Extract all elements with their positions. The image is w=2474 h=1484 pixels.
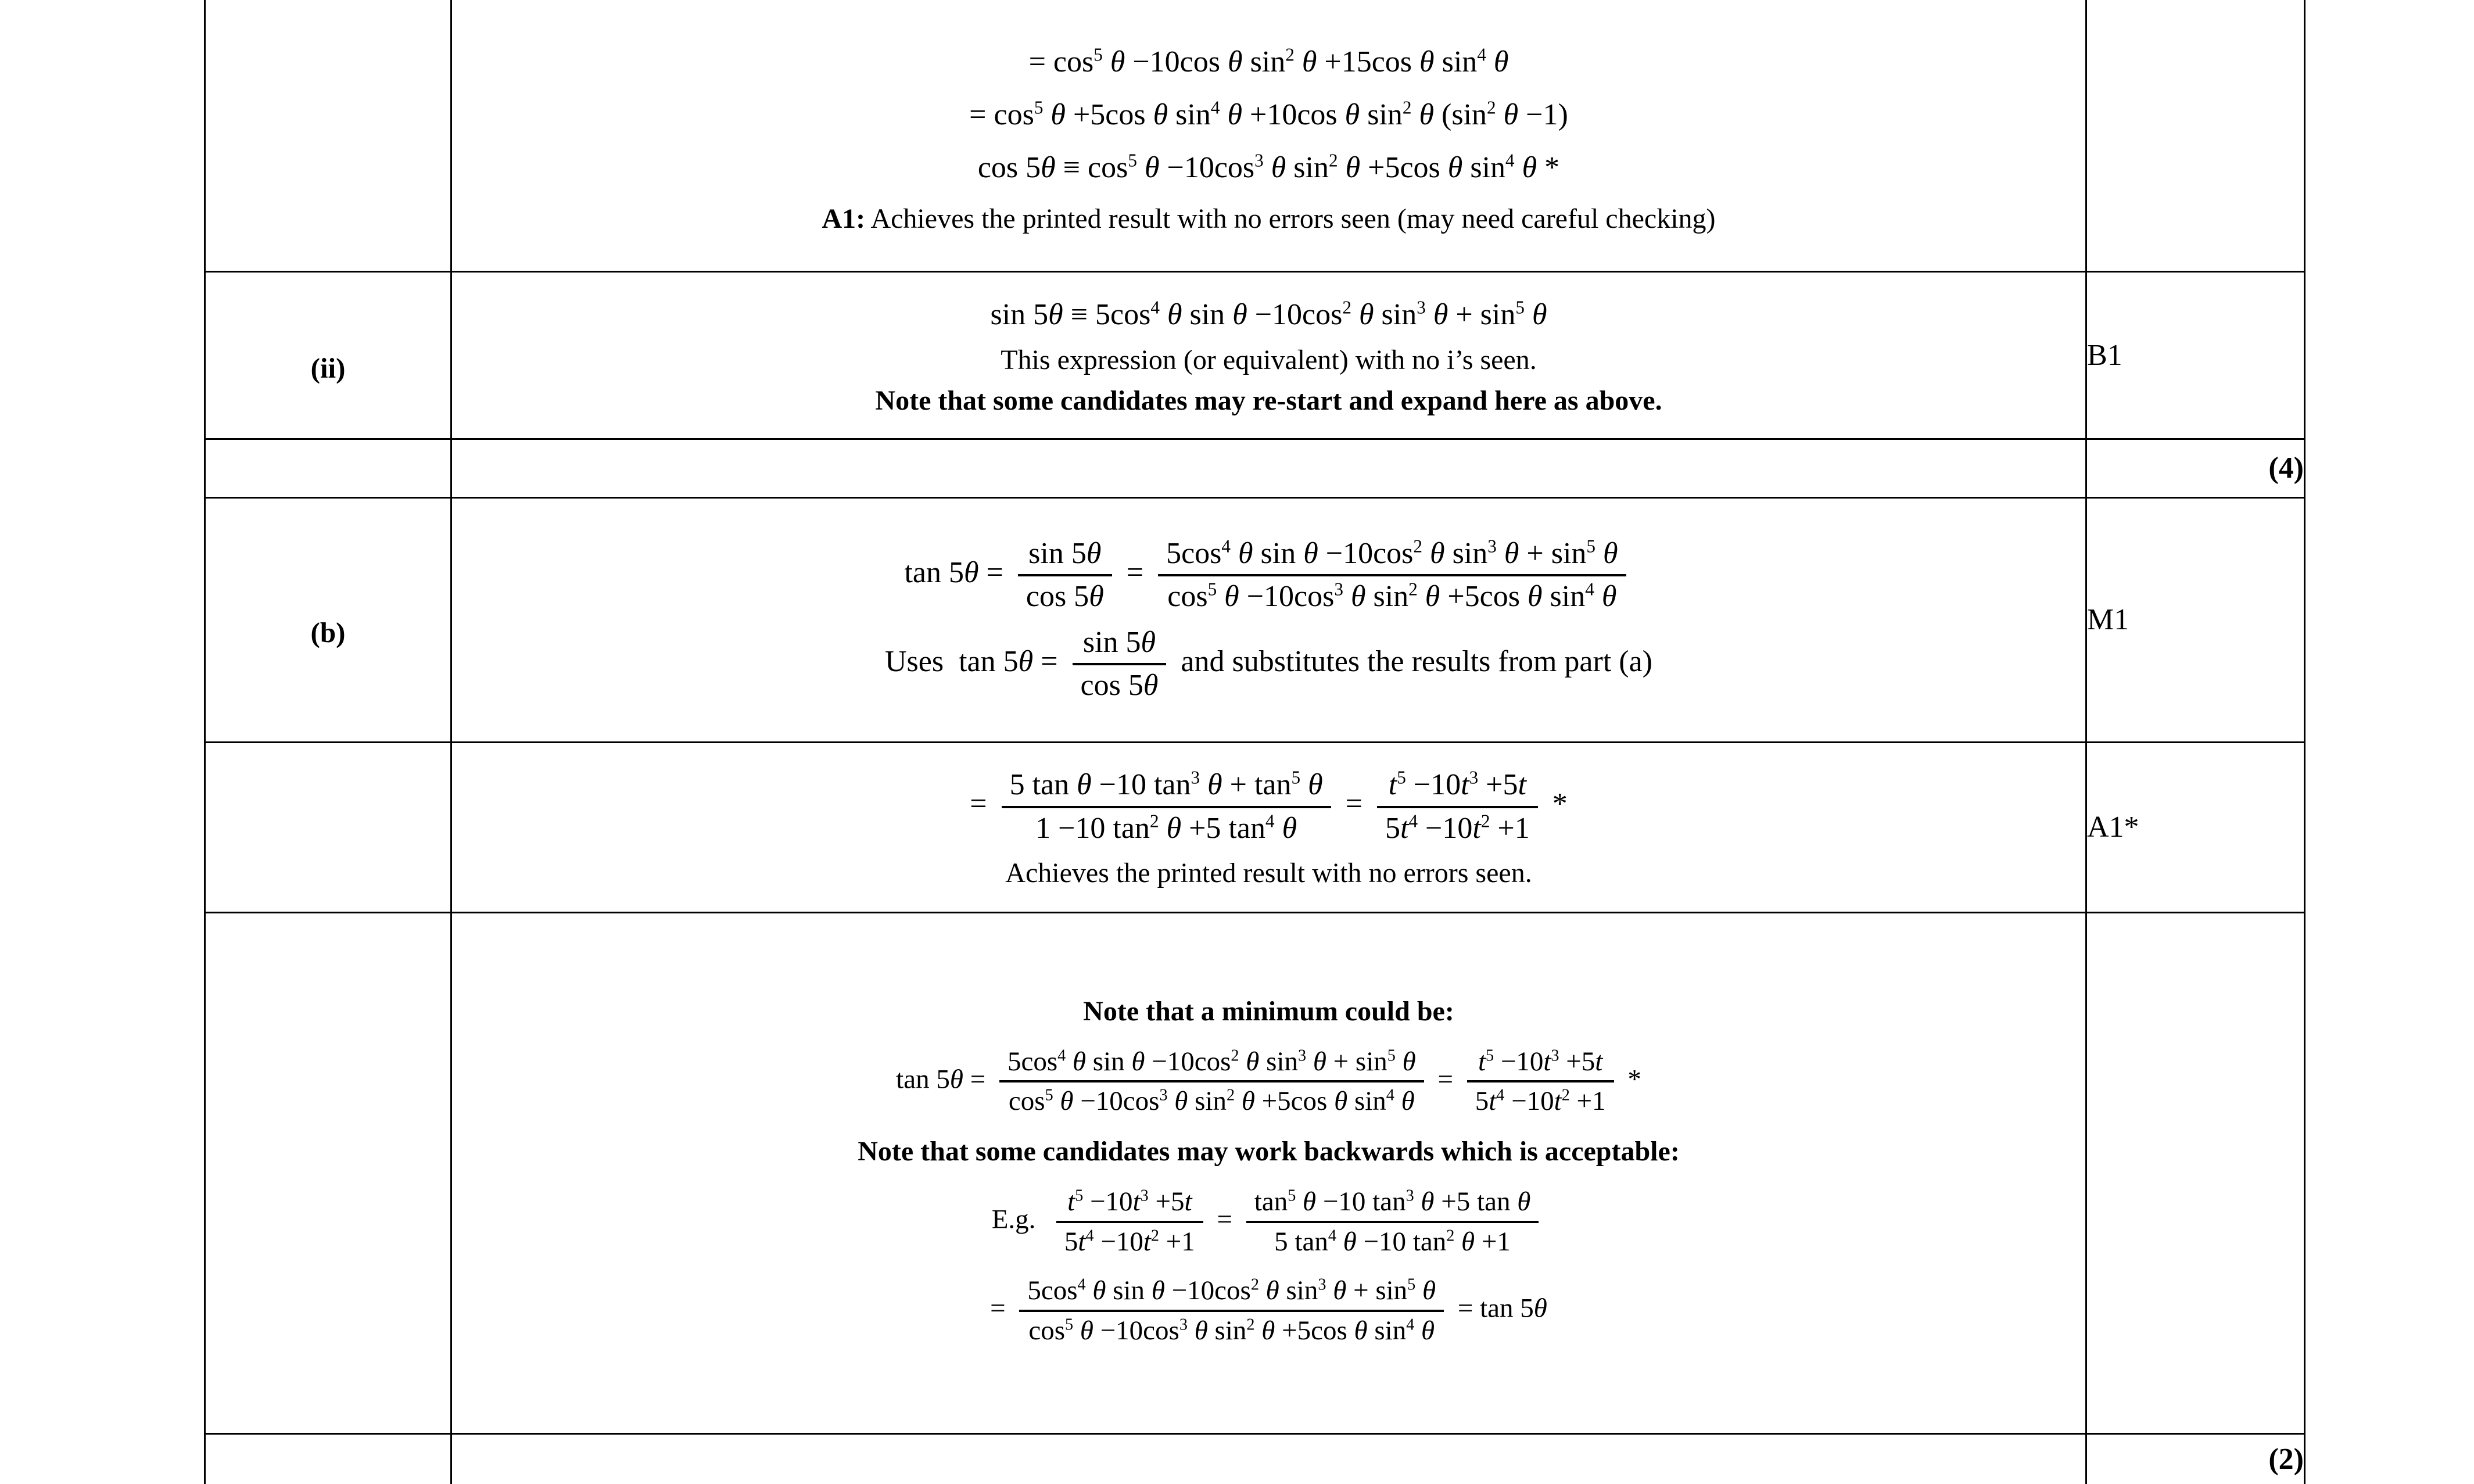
mark-scheme-table (204, 0, 2306, 1484)
marks-cell (2086, 271, 2305, 439)
tan5-method-note: Uses tan 5θ = $\frac{\sin 5\theta}{\cos 5\theta}$ and substitutes the results from part (a) (885, 625, 1652, 702)
scheme-cell (451, 1433, 2086, 1484)
eq-backwards-line1: E.g. $\frac{t^5 -10t^3 +5t}{5t^4 -10t^2 +1}$ = $\frac{\tan^5 \theta -10 \tan^3 \theta +5 \tan \theta}{5 \tan^4 \theta -10 \tan^2 \theta +1}$ (452, 1185, 2085, 1258)
row-part-b-result (205, 742, 2305, 912)
marks-total-cell (2086, 1433, 2305, 1484)
minimum-note-heading: Note that a minimum could be: (1083, 995, 1454, 1027)
sin5-bold-note: Note that some candidates may re-start and expand here as above. (875, 385, 1662, 416)
marks-cell (2086, 0, 2305, 271)
backwards-note-heading: Note that some candidates may work backwards which is acceptable: (858, 1135, 1680, 1167)
eq-cos5-expansion-line1: = $\cos^5 \theta -10\cos$ θ $\sin^2 \theta +15\cos$ θ $\sin^4 \theta$ (1028, 44, 1509, 79)
row-examiner-notes (205, 912, 2305, 1433)
mark-a1-star: A1* (2087, 811, 2139, 844)
mark-m1: M1 (2087, 603, 2129, 636)
scheme-cell (451, 439, 2086, 497)
part-label-ii: (ii) (310, 352, 346, 384)
a1-marking-note (452, 202, 2085, 236)
total-marks-b: (2) (2268, 1442, 2304, 1476)
total-marks-a: (4) (2268, 451, 2304, 485)
row-part-ii (205, 271, 2305, 439)
a1-note-label: A1: (822, 203, 866, 235)
scheme-cell (451, 0, 2086, 271)
marks-cell (2086, 912, 2305, 1433)
marks-cell (2086, 742, 2305, 912)
part-label-b: (b) (310, 616, 346, 648)
a1star-comment: Achieves the printed result with no errors seen. (1005, 857, 1532, 888)
scheme-cell (451, 271, 2086, 439)
question-number-cell (205, 1433, 451, 1484)
eq-tan5-substitution: tan 5θ = $\frac{\sin 5\theta}{\cos 5\theta}$ = $\frac{5\cos^4 \theta \sin \theta -10\cos^2 \theta \sin^3 \theta + \sin^5 \theta}{\cos^5 \theta -10\cos^3 \theta \sin^2 \theta +5\cos \theta \sin^4 \theta}$ (452, 536, 2085, 615)
mark-b1: B1 (2087, 338, 2122, 372)
scheme-cell (451, 497, 2086, 742)
question-number-cell (205, 497, 451, 742)
marks-total-cell (2086, 439, 2305, 497)
eq-sin5-result: $\sin 5\theta \equiv 5\cos^4$ θ $\sin \theta -10\cos^2$ θ $\sin^3 \theta + \sin^5 \theta$ (990, 297, 1547, 331)
question-number-cell (205, 271, 451, 439)
row-part-i-continued (205, 0, 2305, 271)
scheme-cell (451, 912, 2086, 1433)
row-total-part-a (205, 439, 2305, 497)
question-number-cell (205, 0, 451, 271)
eq-cos5-printed-result: $\cos 5\theta \equiv \cos^5 \theta -10\cos^3$ θ $\sin^2 \theta +5\cos$ θ $\sin^4 \theta$ * (977, 150, 1560, 185)
scheme-cell (451, 742, 2086, 912)
sin5-comment: This expression (or equivalent) with no i’s seen. (1001, 344, 1537, 375)
question-number-cell (205, 912, 451, 1433)
marks-cell (2086, 497, 2305, 742)
question-number-cell (205, 439, 451, 497)
eq-tan5-minimum: tan 5θ = $\frac{5\cos^4 \theta \sin \theta -10\cos^2 \theta \sin^3 \theta + \sin^5 \theta}{\cos^5 \theta -10\cos^3 \theta \sin^2 \theta +5\cos \theta \sin^4 \theta}$ = $\frac{t^5 -10t^3 +5t}{5t^4 -10t^2 +1}$ * (896, 1046, 1641, 1117)
eq-cos5-expansion-line2: = $\cos^5 \theta +5\cos$ θ $\sin^4 \theta +10\cos$ θ $\sin^2 \theta$ ($\sin^2$ θ −1) (969, 97, 1568, 132)
eq-backwards-line2: = $\frac{5\cos^4 \theta \sin \theta -10\cos^2 \theta \sin^3 \theta + \sin^5 \theta}{\cos^5 \theta -10\cos^3 \theta \sin^2 \theta +5\cos \theta \sin^4 \theta}$ = tan 5θ (990, 1275, 1547, 1346)
question-number-cell (205, 742, 451, 912)
row-part-b-method (205, 497, 2305, 742)
a1-note-text: Achieves the printed result with no errors seen (may need careful checking) (870, 203, 1716, 235)
eq-tan5-printed-result: = $\frac{5 \tan \theta -10 \tan^3 \theta + \tan^5 \theta}{1 -10 \tan^2 \theta +5 \tan^4 \theta}$ = $\frac{t^5 -10t^3 +5t}{5t^4 -10t^2 +1}$ * (970, 767, 1568, 845)
row-total-part-b (205, 1433, 2305, 1484)
